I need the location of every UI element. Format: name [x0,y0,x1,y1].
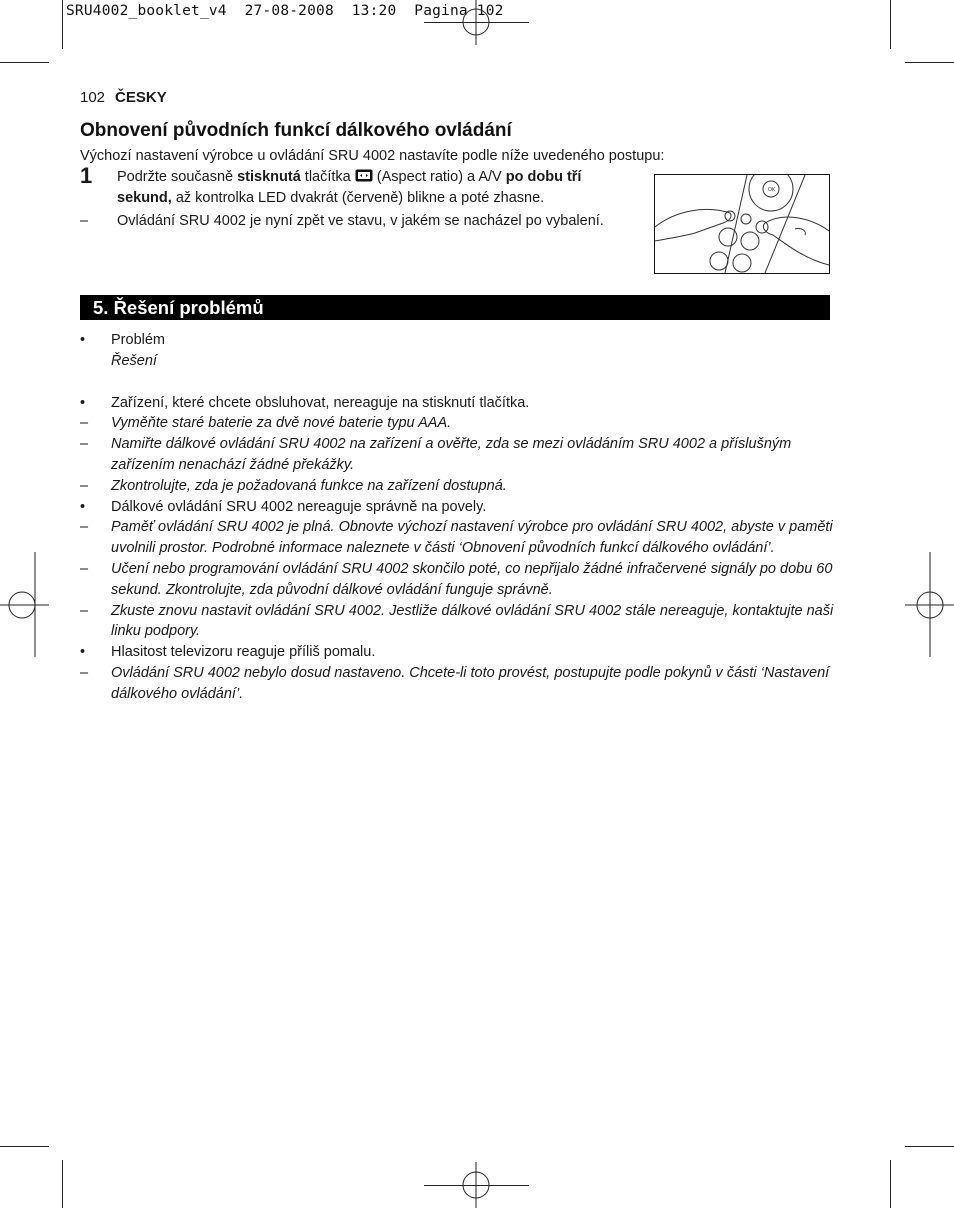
remote-reset-photo [654,174,830,274]
step-text: Podržte současně stisknutá tlačítka (Aspect ratio) a A/V po dobu tří sekund, až kontrolka LED dvakrát (červeně) blikne a poté zhasne. [117,169,582,206]
dash-marker: – [80,519,89,536]
solution-text: Paměť ovládání SRU 4002 je plná. Obnovte výchozí nastavení výrobce pro ovládání SRU 4002, abyste v paměti uvolnili prostor. Podrobné informace naleznete v části ‘Obnovení původních funkcí dálkového ovládání’. [111,519,833,557]
bullet-marker: • [80,498,86,515]
solution-text: Zkuste znovu nastavit ovládání SRU 4002. Jestliže dálkové ovládání SRU 4002 stále nereaguje, kontaktujte naši linku podpory. [111,602,834,640]
solution-text: Učení nebo programování ovládání SRU 4002 skončilo poté, co nepřijalo žádné infračervené signály po dobu 60 sekund. Zkontrolujte, zda původní dálkové ovládání funguje správně. [111,560,833,598]
solution-item [80,559,840,601]
problem-text: Zařízení, které chcete obsluhovat, nereaguje na stisknutí tlačítka. [111,394,530,411]
solution-text: Zkontrolujte, zda je požadovaná funkce na zařízení dostupná. [111,477,507,494]
dash-marker: – [80,602,89,619]
aspect-ratio-icon [355,169,373,182]
reset-intro: Výchozí nastavení výrobce u ovládání SRU 4002 nastavíte podle níže uvedeného postupu: [80,148,665,164]
page-number: 102 [80,89,106,106]
problem-item [80,330,840,351]
dash-marker: – [80,560,89,577]
solution-item [80,351,840,372]
solution-text: Ovládání SRU 4002 nebylo dosud nastaveno. Chcete-li toto provést, postupujte podle pokynů v části ‘Nastavení dálkového ovládání’. [111,664,830,702]
dash-marker: – [80,415,89,432]
solution-item [80,476,840,497]
reset-result: Ovládání SRU 4002 je nyní zpět ve stavu, v jakém se nacházel po vybalení. [117,213,604,229]
solution-text: Řešení [111,352,157,369]
problem-text: Hlasitost televizoru reaguje příliš pomalu. [111,644,376,661]
problem-item [80,497,840,518]
solution-text: Namiřte dálkové ovládání SRU 4002 na zařízení a ověřte, zda se mezi ovládáním SRU 4002 a příslušným zařízením nenachází žádné překážky. [111,436,792,473]
dash-marker: – [80,664,89,681]
problem-item [80,642,840,663]
section-title-reset: Obnovení původních funkcí dálkového ovládání [80,120,512,141]
remote-illustration [655,175,829,273]
ok-label: OK [768,187,776,193]
language-label: ČESKY [115,89,167,106]
bullet-marker: • [80,394,86,411]
step-number: 1 [80,163,93,188]
page-header [80,89,167,106]
solution-item [80,663,840,705]
section-bar-troubleshooting: 5. Řešení problémů [80,295,830,320]
bullet-marker: • [80,644,86,661]
troubleshooting-list [80,330,840,705]
solution-text: Vyměňte staré baterie za dvě nové baterie typu AAA. [111,415,452,432]
problem-item [80,393,840,414]
solution-item [80,601,840,643]
problem-text: Dálkové ovládání SRU 4002 nereaguje správně na povely. [111,498,487,515]
dash-marker: – [80,477,89,494]
dash-marker: – [80,436,89,453]
problem-text: Problém [111,332,165,348]
solution-item [80,517,840,559]
bullet-marker: • [80,332,86,348]
solution-item [80,413,840,434]
solution-item [80,434,840,476]
print-slug: SRU4002_booklet_v4 27-08-2008 13:20 Pagina 102 [66,3,504,19]
result-dash: – [80,213,89,229]
